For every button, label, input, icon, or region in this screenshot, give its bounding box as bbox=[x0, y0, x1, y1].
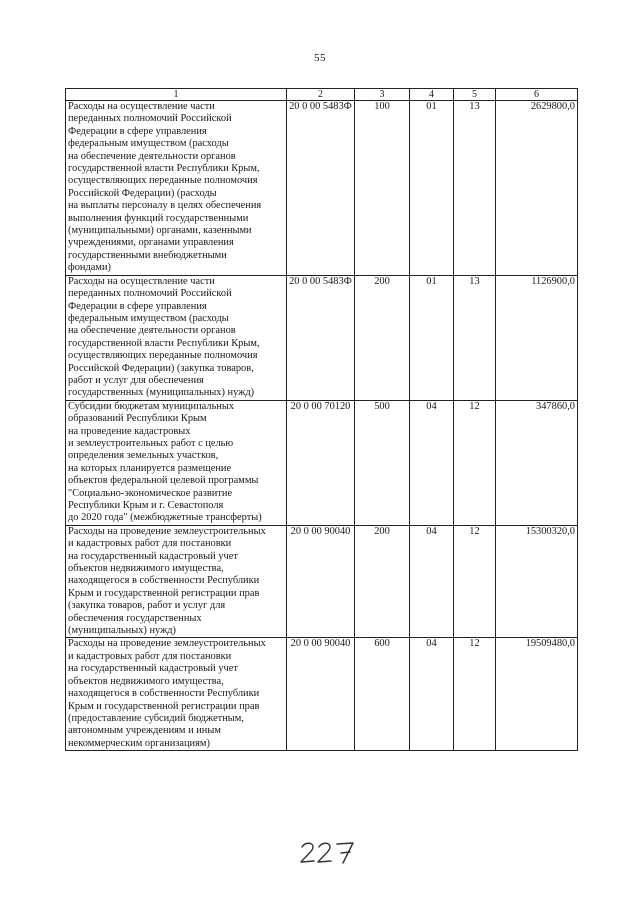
header-col-1: 1 bbox=[66, 89, 287, 101]
row-target-code: 20 0 00 90040 bbox=[287, 525, 355, 638]
table-row bbox=[66, 101, 578, 276]
row-expense-type: 200 bbox=[355, 275, 410, 400]
row-expense-type: 500 bbox=[355, 400, 410, 525]
row-target-code: 20 0 00 70120 bbox=[287, 400, 355, 525]
row-description: Расходы на проведение землеустроительных и кадастровых работ для постановки на государственный кадастровый учет объектов недвижимого имущества, находящегося в собственности Республики Крым и государственной регистрации прав (предоставление субсидий бюджетным, автономным учреждениям и иным некоммерческим организациям) bbox=[66, 638, 287, 751]
table-row bbox=[66, 638, 578, 751]
row-section: 04 bbox=[410, 525, 454, 638]
row-description: Расходы на осуществление части переданных полномочий Российской Федерации в сфере управления федеральным имуществом (расходы на обеспечение деятельности органов государственной власти Республики Крым, осуществляющих переданные полномочия Российской Федерации) (закупка товаров, работ и услуг для обеспечения государственных (муниципальных) нужд) bbox=[66, 275, 287, 400]
row-section: 04 bbox=[410, 400, 454, 525]
row-target-code: 20 0 00 5483Ф bbox=[287, 275, 355, 400]
row-subsection: 12 bbox=[454, 638, 496, 751]
row-section: 01 bbox=[410, 101, 454, 276]
header-col-3: 3 bbox=[355, 89, 410, 101]
row-amount: 19509480,0 bbox=[496, 638, 578, 751]
row-amount: 2629800,0 bbox=[496, 101, 578, 276]
page-number: 55 bbox=[314, 52, 326, 64]
row-description: Расходы на проведение землеустроительных и кадастровых работ для постановки на государственный кадастровый учет объектов недвижимого имущества, находящегося в собственности Республики Крым и государственной регистрации прав (закупка товаров, работ и услуг для обеспечения государственных (муниципальных) нужд) bbox=[66, 525, 287, 638]
row-subsection: 13 bbox=[454, 101, 496, 276]
table-header-row bbox=[66, 89, 578, 101]
row-amount: 1126900,0 bbox=[496, 275, 578, 400]
row-expense-type: 100 bbox=[355, 101, 410, 276]
header-col-4: 4 bbox=[410, 89, 454, 101]
header-col-5: 5 bbox=[454, 89, 496, 101]
row-description: Субсидии бюджетам муниципальных образований Республики Крым на проведение кадастровых и землеустроительных работ с целью определения земельных участков, на которых планируется размещение объектов федеральной целевой программы "Социально-экономическое развитие Республики Крым и г. Севастополя до 2020 года" (межбюджетные трансферты) bbox=[66, 400, 287, 525]
row-amount: 347860,0 bbox=[496, 400, 578, 525]
table-row bbox=[66, 525, 578, 638]
header-col-2: 2 bbox=[287, 89, 355, 101]
budget-table bbox=[65, 88, 578, 751]
row-subsection: 12 bbox=[454, 525, 496, 638]
table-row bbox=[66, 275, 578, 400]
handwritten-page-mark bbox=[298, 838, 358, 868]
row-expense-type: 600 bbox=[355, 638, 410, 751]
row-amount: 15300320,0 bbox=[496, 525, 578, 638]
row-subsection: 13 bbox=[454, 275, 496, 400]
row-target-code: 20 0 00 90040 bbox=[287, 638, 355, 751]
row-target-code: 20 0 00 5483Ф bbox=[287, 101, 355, 276]
header-col-6: 6 bbox=[496, 89, 578, 101]
row-subsection: 12 bbox=[454, 400, 496, 525]
row-section: 01 bbox=[410, 275, 454, 400]
row-description: Расходы на осуществление части переданных полномочий Российской Федерации в сфере управления федеральным имуществом (расходы на обеспечение деятельности органов государственной власти Республики Крым, осуществляющих переданные полномочия Российской Федерации) (расходы на выплаты персоналу в целях обеспечения выполнения функций государственными (муниципальными) органами, казенными учреждениями, органами управления государственными внебюджетными фондами) bbox=[66, 101, 287, 276]
row-expense-type: 200 bbox=[355, 525, 410, 638]
row-section: 04 bbox=[410, 638, 454, 751]
table-row bbox=[66, 400, 578, 525]
